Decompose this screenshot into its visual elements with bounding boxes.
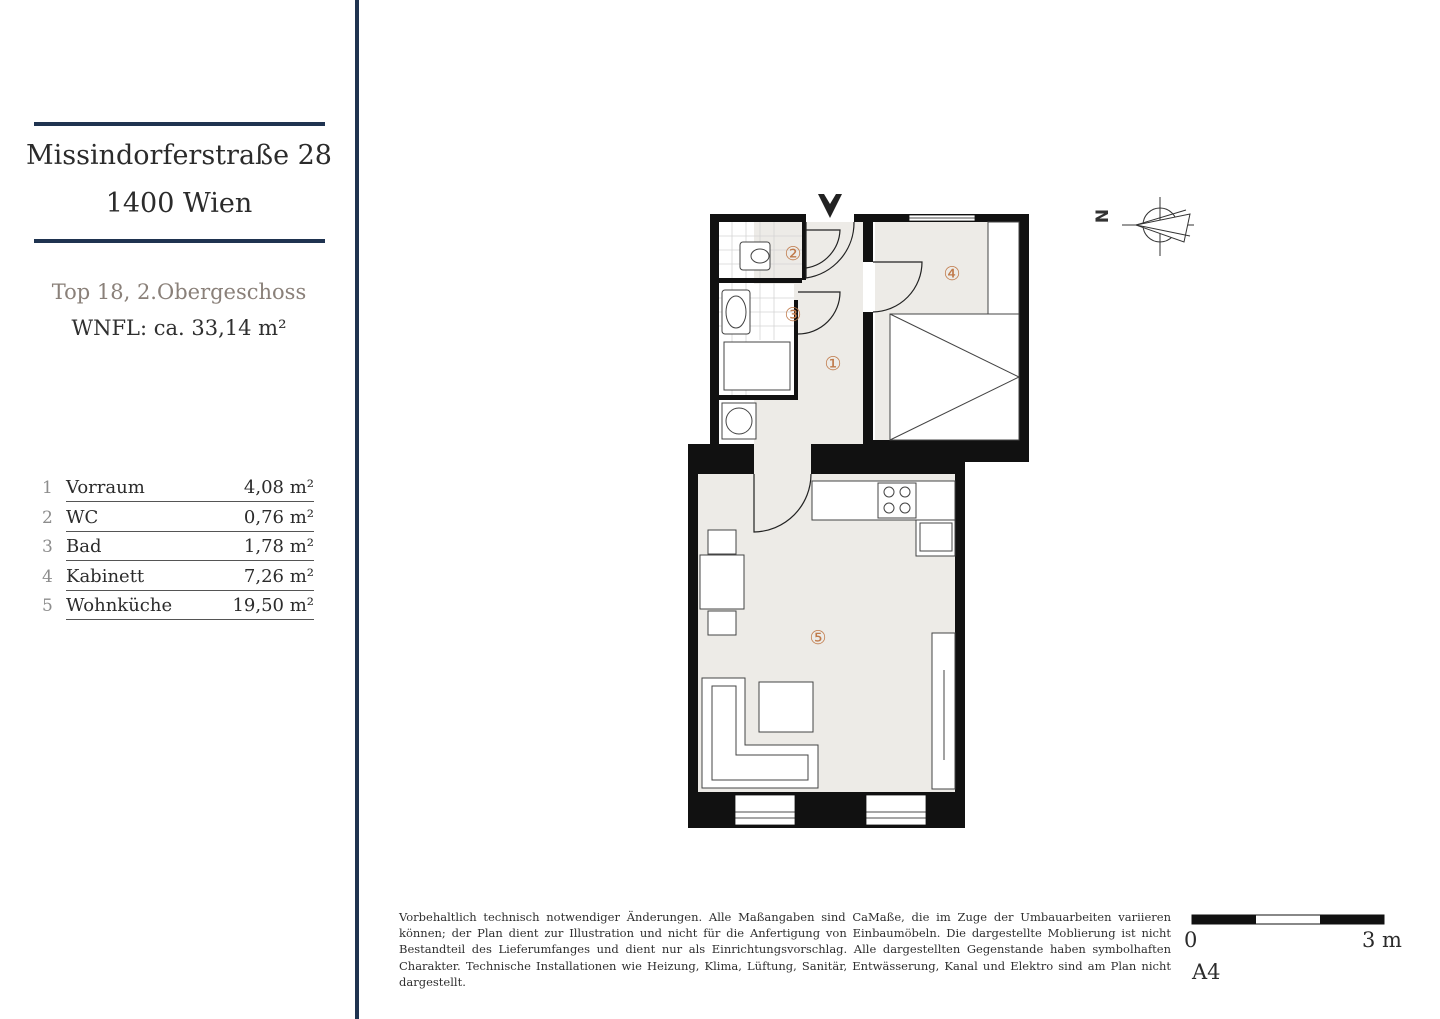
scale-end-label: 3 m: [1362, 928, 1402, 952]
city-line: 1400 Wien: [105, 188, 253, 219]
sink-basin: [726, 296, 746, 328]
room-label-bad: ③: [784, 304, 802, 326]
room-area: 19,50 m²: [232, 595, 314, 616]
floor-passage: [754, 444, 811, 474]
room-label-vorraum: ①: [824, 353, 842, 375]
room-area: 0,76 m²: [243, 506, 314, 528]
coffee-table-icon: [759, 682, 813, 732]
wall-wc-bad: [718, 278, 802, 283]
room-label-wohnkueche: ⑤: [809, 627, 827, 649]
room-area: 7,26 m²: [243, 565, 314, 587]
wall-north-left: [710, 214, 806, 222]
wall-west-upper: [710, 214, 719, 444]
disclaimer-text: Vorbehaltlich technisch notwendiger Änderungen. Alle Maßangaben sind CaMaße, die im Zuge der Umbauarbeiten variieren können; der Plan dient zur Illustration und nicht für die Anfertigung von Einbaumöbeln. Die dargestellte Moblierung ist nicht Bestandteil des Lieferumfanges und dient nur als Einrichtungsvorschlag. Alle dargestellten Gegenstande haben symbolhaften Charakter. Technische Installationen wie Heizung, Klima, Lüftung, Sanitär, Entwässerung, Kanal und Elektro sind am Plan nicht dargestellt.: [399, 910, 1171, 989]
dining-table-icon: [700, 555, 744, 609]
toilet-bowl: [751, 249, 769, 263]
wall-block-left: [688, 444, 754, 474]
scale-bar: [1192, 915, 1384, 924]
window-living-left: [735, 795, 795, 825]
room-area: 4,08 m²: [243, 477, 314, 498]
wardrobe-icon: [988, 222, 1019, 314]
wall-kabinett-top: [863, 214, 873, 262]
room-number: 1: [42, 478, 53, 498]
shower-tray-icon: [724, 342, 790, 390]
room-number: 3: [42, 537, 53, 557]
compass-rose-icon: [1122, 197, 1194, 256]
window-living-right: [866, 795, 926, 825]
wall-bad-south: [718, 395, 798, 400]
entrance-arrow-icon: [818, 194, 842, 218]
scale-start-label: 0: [1184, 928, 1198, 952]
paper-size-label: A4: [1192, 960, 1221, 984]
room-name: Bad: [66, 536, 102, 557]
north-label: N: [1093, 208, 1114, 224]
room-name: Vorraum: [66, 477, 145, 498]
room-number: 2: [42, 507, 53, 528]
room-name: Kabinett: [66, 565, 145, 587]
street-address: Missindorferstraße 28: [25, 140, 332, 171]
room-area: 1,78 m²: [243, 536, 314, 557]
wall-west-living: [688, 474, 698, 792]
living-area-total: WNFL: ca. 33,14 m²: [71, 316, 287, 340]
room-number: 4: [42, 566, 53, 587]
wall-block-right: [811, 444, 965, 474]
washing-machine-drum: [726, 408, 752, 434]
unit-floor: Top 18, 2.Obergeschoss: [51, 280, 307, 304]
chair-icon: [708, 530, 736, 554]
room-name: Wohnküche: [66, 595, 173, 616]
room-label-wc: ②: [784, 243, 802, 265]
room-number: 5: [42, 596, 53, 616]
wall-east-kabinett: [1019, 214, 1029, 462]
wall-kabinett-mid: [863, 312, 873, 444]
bed-icon: [890, 314, 1019, 440]
room-label-kabinett: ④: [943, 263, 961, 285]
stove-icon: [878, 483, 916, 518]
room-name: WC: [66, 506, 99, 528]
chair-icon: [708, 611, 736, 635]
wall-east-living: [955, 462, 965, 792]
